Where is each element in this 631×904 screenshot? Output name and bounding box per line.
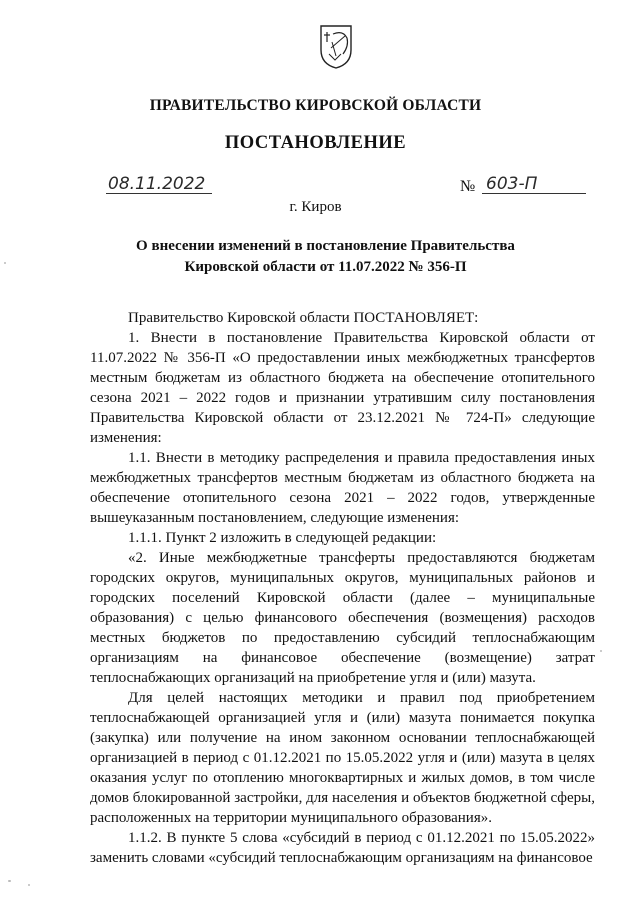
document-type-heading: ПОСТАНОВЛЕНИЕ: [224, 133, 407, 153]
body-paragraph-4: 1.1.1. Пункт 2 изложить в следующей редакции:: [128, 530, 437, 546]
organization-heading: ПРАВИТЕЛЬСТВО КИРОВСКОЙ ОБЛАСТИ: [149, 97, 482, 114]
document-date: 08.11.2022: [106, 175, 212, 194]
document-body: [90, 308, 595, 868]
document-number-label: №: [460, 178, 476, 195]
body-paragraph-5: «2. Иные межбюджетные трансферты предоставляются бюджетам городских округов, муниципальных округов, муниципальных районов и городских поселений Кировской области (далее – муниципальные образования) с целью финансового обеспечения (возмещения) расходов местных бюджетов по предоставлению субсидий теплоснабжающим организациям на финансовое обеспечение (возмещение) затрат теплоснабжающих организаций на приобретение угля и (или) мазута.: [90, 550, 595, 686]
scan-speck: [600, 650, 602, 652]
document-title-line-2: Кировской области от 11.07.2022 № 356-П: [184, 259, 467, 275]
body-paragraph-6: Для целей настоящих методики и правил под приобретением теплоснабжающей организацией угля и (или) мазута понимается покупка (закупка) или получение на ином законном основании теплоснабжающей организацией в период с 01.12.2021 по 15.05.2022 угля и (или) мазута в целях оказания услуг по отоплению многоквартирных и жилых домов, в том числе домов блокированной застройки, для населения и объектов бюджетной сферы, расположенных на территории муниципального образования».: [90, 690, 595, 826]
coat-of-arms-emblem: [319, 24, 353, 70]
scan-speck: [4, 262, 6, 264]
scan-speck: [28, 884, 30, 886]
body-paragraph-3: 1.1. Внести в методику распределения и правила предоставления иных межбюджетных трансфертов местным бюджетам из областного бюджета на обеспечение отопительного сезона 2021 – 2022 годов, утвержденные вышеуказанным постановлением, следующие изменения:: [90, 450, 595, 526]
document-city: г. Киров: [289, 199, 342, 215]
scan-speck: [8, 880, 11, 882]
body-paragraph-7: 1.1.2. В пункте 5 слова «субсидий в период с 01.12.2021 по 15.05.2022» заменить словами «субсидий теплоснабжающим организациям на финансовое: [90, 830, 595, 866]
body-paragraph-2: 1. Внести в постановление Правительства Кировской области от 11.07.2022 № 356-П «О предоставлении иных межбюджетных трансфертов местным бюджетам из областного бюджета на обеспечение отопительного сезона 2021 – 2022 годов и признании утратившим силу постановления Правительства Кировской области от 23.12.2021 № 724-П» следующие изменения:: [90, 330, 595, 446]
body-paragraph-1: Правительство Кировской области ПОСТАНОВЛЯЕТ:: [128, 310, 479, 326]
document-number: 603-П: [482, 175, 586, 194]
document-title-line-1: О внесении изменений в постановление Правительства: [136, 238, 515, 254]
document-title: [120, 236, 531, 278]
